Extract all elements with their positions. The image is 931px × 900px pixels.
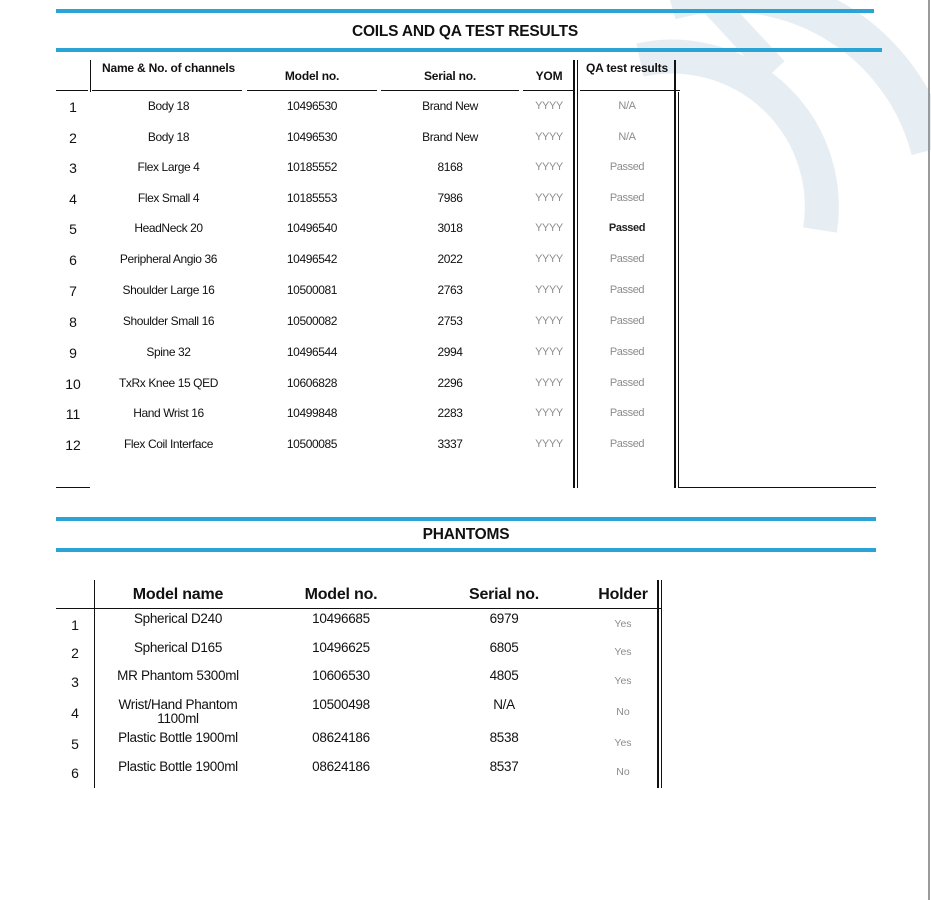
column-divider <box>94 580 95 788</box>
row-number: 6 <box>69 252 77 268</box>
coil-model: 10500082 <box>286 314 338 328</box>
phantom-model: 10500498 <box>312 697 370 712</box>
coil-serial: 2763 <box>437 283 463 297</box>
coil-yom: YYYY <box>535 438 563 450</box>
coil-serial: Brand New <box>422 99 478 113</box>
coil-model: 10496530 <box>286 130 338 144</box>
header-rule <box>381 90 519 91</box>
coil-serial: 2994 <box>437 345 463 359</box>
phantom-model: 10496685 <box>312 611 370 626</box>
header-rule <box>56 90 88 91</box>
coil-qa-result: Passed <box>609 253 645 265</box>
coil-serial: 2753 <box>437 314 463 328</box>
phantom-serial: 6805 <box>489 640 519 655</box>
coils-header-yom: YOM <box>535 69 563 83</box>
coil-yom: YYYY <box>535 222 563 234</box>
phantom-serial: 4805 <box>489 668 519 683</box>
coil-serial: 2283 <box>437 406 463 420</box>
phantom-holder: No <box>616 706 630 718</box>
phantom-serial: N/A <box>493 697 515 712</box>
row-number: 2 <box>69 130 77 146</box>
row-number: 4 <box>69 191 77 207</box>
coil-model: 10499848 <box>286 406 338 420</box>
coil-qa-result: N/A <box>618 131 636 143</box>
row-number: 11 <box>65 406 81 422</box>
row-number: 9 <box>69 345 77 361</box>
coil-serial: 8168 <box>437 160 463 174</box>
coil-yom: YYYY <box>535 131 563 143</box>
coil-name: HeadNeck 20 <box>134 221 203 235</box>
coil-yom: YYYY <box>535 315 563 327</box>
coil-name: Shoulder Small 16 <box>122 314 215 328</box>
phantom-name: Plastic Bottle 1900ml <box>118 759 238 774</box>
phantom-model: 08624186 <box>312 759 370 774</box>
coils-header-qa: QA test results <box>586 61 668 75</box>
coil-serial: 7986 <box>437 191 463 205</box>
phantom-serial: 8538 <box>489 730 519 745</box>
coil-qa-result: N/A <box>618 100 636 112</box>
row-number: 3 <box>71 674 79 690</box>
coil-yom: YYYY <box>535 377 563 389</box>
coils-header-model: Model no. <box>284 69 340 83</box>
coil-name: Shoulder Large 16 <box>122 283 215 297</box>
row-number: 5 <box>69 221 77 237</box>
phantoms-header-serial: Serial no. <box>468 586 540 603</box>
column-divider <box>661 580 662 788</box>
phantom-name: Spherical D240 <box>133 611 223 626</box>
row-number: 1 <box>71 617 79 633</box>
coil-name: Flex Large 4 <box>137 160 200 174</box>
coil-qa-result: Passed <box>609 192 645 204</box>
coil-name: Body 18 <box>147 130 190 144</box>
row-number: 4 <box>71 705 79 721</box>
phantom-name: Plastic Bottle 1900ml <box>118 730 238 745</box>
phantom-serial: 8537 <box>489 759 519 774</box>
coil-name: TxRx Knee 15 QED <box>119 376 218 390</box>
phantoms-header-model: Model no. <box>304 586 378 603</box>
column-divider <box>573 60 575 488</box>
coil-yom: YYYY <box>535 100 563 112</box>
phantoms-bottom-rule <box>56 548 876 552</box>
row-number: 10 <box>65 376 81 392</box>
phantom-model: 10496625 <box>312 640 370 655</box>
coil-qa-result: Passed <box>609 438 645 450</box>
phantom-model: 08624186 <box>312 730 370 745</box>
coils-header-serial: Serial no. <box>423 69 477 83</box>
phantom-holder: Yes <box>614 737 632 749</box>
header-rule <box>247 90 377 91</box>
phantom-holder: Yes <box>614 646 632 658</box>
coils-header-name: Name & No. of channels <box>102 61 235 75</box>
coil-name: Hand Wrist 16 <box>133 406 204 420</box>
phantoms-header-holder: Holder <box>598 586 648 603</box>
row-number: 6 <box>71 765 79 781</box>
coil-yom: YYYY <box>535 192 563 204</box>
row-number: 1 <box>69 99 77 115</box>
coil-yom: YYYY <box>535 161 563 173</box>
coil-serial: 2022 <box>437 252 463 266</box>
row-number: 7 <box>69 283 77 299</box>
coil-yom: YYYY <box>535 407 563 419</box>
column-divider <box>577 60 578 488</box>
row-number: 8 <box>69 314 77 330</box>
coil-qa-result: Passed <box>608 222 646 234</box>
header-rule <box>56 608 661 609</box>
coil-model: 10496540 <box>286 221 338 235</box>
coil-model: 10496530 <box>286 99 338 113</box>
coil-yom: YYYY <box>535 346 563 358</box>
coil-model: 10496544 <box>286 345 338 359</box>
phantom-name: MR Phantom 5300ml <box>117 668 239 683</box>
header-rule <box>523 90 573 91</box>
coil-yom: YYYY <box>535 284 563 296</box>
coil-qa-result: Passed <box>609 315 645 327</box>
coil-serial: 2296 <box>437 376 463 390</box>
phantom-holder: Yes <box>614 618 632 630</box>
phantom-holder: Yes <box>614 675 632 687</box>
coil-name: Flex Coil Interface <box>123 437 214 451</box>
coil-qa-result: Passed <box>609 377 645 389</box>
phantoms-top-rule <box>56 517 876 521</box>
coil-name: Spine 32 <box>146 345 191 359</box>
coil-serial: 3018 <box>437 221 463 235</box>
column-divider <box>678 92 679 488</box>
phantom-serial: 6979 <box>489 611 519 626</box>
coil-name: Flex Small 4 <box>137 191 200 205</box>
phantom-name: Wrist/Hand Phantom 1100ml <box>118 697 238 726</box>
coil-qa-result: Passed <box>609 346 645 358</box>
row-number: 12 <box>65 437 81 453</box>
table-bottom-rule <box>678 487 876 488</box>
row-number: 5 <box>71 736 79 752</box>
coil-qa-result: Passed <box>609 284 645 296</box>
phantom-name: Spherical D165 <box>133 640 223 655</box>
coil-serial: 3337 <box>437 437 463 451</box>
coil-name: Body 18 <box>147 99 190 113</box>
table-bottom-rule <box>56 487 90 488</box>
row-number: 2 <box>71 645 79 661</box>
coil-yom: YYYY <box>535 253 563 265</box>
coil-model: 10606828 <box>286 376 338 390</box>
coil-name: Peripheral Angio 36 <box>119 252 218 266</box>
row-number: 3 <box>69 160 77 176</box>
column-divider <box>90 60 91 92</box>
column-divider <box>674 60 676 488</box>
coil-model: 10185552 <box>286 160 338 174</box>
coil-model: 10185553 <box>286 191 338 205</box>
coil-model: 10496542 <box>286 252 338 266</box>
header-rule <box>92 90 242 91</box>
coil-serial: Brand New <box>422 130 478 144</box>
coil-model: 10500081 <box>286 283 338 297</box>
coils-section-title: COILS AND QA TEST RESULTS <box>351 23 579 40</box>
coil-model: 10500085 <box>286 437 338 451</box>
phantoms-header-name: Model name <box>132 586 224 603</box>
header-rule <box>580 90 680 91</box>
coil-qa-result: Passed <box>609 407 645 419</box>
phantoms-table <box>0 560 931 800</box>
phantom-model: 10606530 <box>312 668 370 683</box>
phantom-holder: No <box>616 766 630 778</box>
phantoms-section-title: PHANTOMS <box>422 526 510 543</box>
coil-qa-result: Passed <box>609 161 645 173</box>
